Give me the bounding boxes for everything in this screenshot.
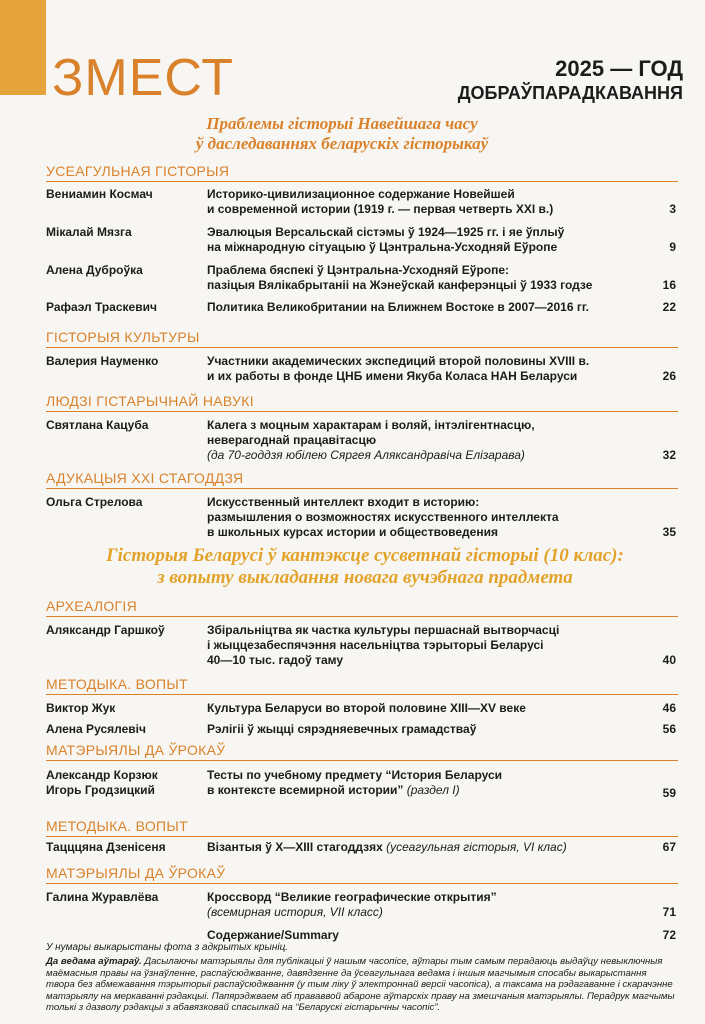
entry-title[interactable]: [207, 701, 627, 716]
author-name: Аляксандр Гаршкоў: [46, 623, 165, 637]
section-heading: АРХЕАЛОГІЯ: [46, 597, 678, 617]
section-heading: МАТЭРЫЯЛЫ ДА ЎРОКАЎ: [46, 741, 678, 761]
entry-title[interactable]: [207, 722, 627, 737]
title-line: Участники академических экспедиций второй половины XVIII в.: [207, 354, 590, 368]
entry-title[interactable]: [207, 187, 627, 217]
page-number: 9: [669, 240, 676, 254]
author-name: Вениамин Космач: [46, 187, 153, 201]
title-line: Политика Великобритании на Ближнем Востоке в 2007—2016 гг.: [207, 300, 589, 314]
title-line: невераго‍днай працавітасцю: [207, 433, 377, 447]
title-line: пазіцыя Вялікабрытаніі на Жэнеўскай канферэнцыі ў 1933 годзе: [207, 278, 593, 292]
title-line: Культура Беларуси во второй половине XIII—XV веке: [207, 701, 526, 715]
section-heading: МЕТОДЫКА. ВОПЫТ: [46, 675, 678, 695]
author-name: Виктор Жук: [46, 701, 116, 715]
page-number: 40: [662, 653, 676, 667]
title-line: на міжнародную сітуацыю ў Цэнтральна-Усходняй Еўропе: [207, 240, 558, 254]
entry-title[interactable]: [207, 300, 627, 315]
title-tail: (усеагульная гісторыя, VI клас): [382, 840, 567, 854]
rights-notice: [46, 956, 678, 1014]
part-1-heading: [112, 114, 572, 154]
rights-label: Да ведама аўтараў.: [46, 956, 142, 967]
title-line-text: в контексте всемирной истории”: [207, 783, 404, 797]
author-name: Александр Корзюк: [46, 768, 158, 782]
entry-author: [46, 225, 206, 240]
year-banner: [458, 56, 683, 104]
title-line: Праблема бяспекі ў Цэнтральна-Усходняй Еўропе:: [207, 263, 510, 277]
entry-title[interactable]: [207, 890, 627, 920]
title-line: Искусственный интеллект входит в историю:: [207, 495, 480, 509]
entry-author: [46, 768, 206, 798]
entry-author: [46, 840, 206, 855]
page-number: 67: [662, 840, 676, 854]
entry-author: [46, 263, 206, 278]
author-name: Ольга Стрелова: [46, 495, 143, 509]
part-2-heading: [70, 545, 660, 589]
page-number: 32: [662, 448, 676, 462]
title-subtitle: (да 70-годдзя юбілею Сяргея Аляксандравіча Елізарава): [207, 448, 525, 462]
orange-corner-block: [0, 0, 46, 95]
entry-author: [46, 300, 206, 315]
title-line: [207, 840, 637, 855]
page-number: 26: [662, 369, 676, 383]
section-heading: УСЕАГУЛЬНАЯ ГІСТОРЫЯ: [46, 162, 678, 182]
author-name: Игорь Гродзицкий: [46, 783, 155, 797]
entry-author: [46, 418, 206, 433]
page-number: 56: [662, 722, 676, 736]
entry-author: [46, 354, 206, 369]
page-number: 71: [662, 905, 676, 919]
page-title: ЗМЕСТ: [52, 49, 234, 107]
title-line: [207, 783, 627, 798]
entry-title[interactable]: [207, 495, 627, 540]
entry-author: [46, 495, 206, 510]
title-line: и их работы в фонде ЦНБ имени Якуба Коласа НАН Беларуси: [207, 369, 578, 383]
author-name: Алена Дуброўка: [46, 263, 143, 277]
entry-author: [46, 722, 206, 737]
entry-title[interactable]: [207, 840, 637, 855]
title-line: Кроссворд “Великие географические открытия”: [207, 890, 497, 904]
title-line: размышления о возможностях искусственного интеллекта: [207, 510, 559, 524]
page-number: 3: [669, 202, 676, 216]
page-number: 22: [662, 300, 676, 314]
entry-title[interactable]: [207, 928, 627, 943]
title-line: 40—10 тыс. гадоў таму: [207, 653, 344, 667]
page-number: 72: [662, 928, 676, 942]
part-1-heading-line: ў даследаваннях беларускіх гісторыкаў: [195, 134, 489, 153]
year-line-2: ДОБРАЎПАРАДКАВАННЯ: [457, 83, 683, 103]
title-line: Тесты по учебному предмету “История Беларуси: [207, 768, 503, 782]
photo-note: У нумары выкарыстаны фота з адкрытых крыніц.: [46, 942, 289, 953]
entry-author: [46, 623, 206, 638]
author-name: Тацццяна Дзенісеня: [46, 840, 166, 854]
entry-title[interactable]: [207, 354, 627, 384]
entry-title[interactable]: [207, 623, 627, 668]
title-line: в школьных курсах истории и обществоведения: [207, 525, 498, 539]
entry-title[interactable]: [207, 225, 627, 255]
title-line: Калега з моцным характарам і воляй, інтэлігентнасцю,: [207, 418, 535, 432]
page-number: 16: [662, 278, 676, 292]
part-2-heading-line: Гісторыя Беларусі ў кантэксце сусветнай гісторыі (10 клас):: [106, 545, 624, 566]
title-line-text: Візантыя ў X—XIII стагоддзях: [207, 840, 383, 854]
title-line: Рэлігіі ў жыцці сярэдняевечных грамадстваў: [207, 722, 477, 736]
entry-title[interactable]: [207, 768, 627, 798]
author-name: Святлана Кацуба: [46, 418, 149, 432]
entry-author: [46, 187, 206, 202]
section-heading: ГІСТОРЫЯ КУЛЬТУРЫ: [46, 328, 678, 348]
entry-author: [46, 890, 206, 905]
author-name: Мікалай Мязга: [46, 225, 132, 239]
page-number: 59: [662, 786, 676, 800]
page-number: 46: [662, 701, 676, 715]
title-line: и современной истории (1919 г. — первая четверть XXI в.): [207, 202, 554, 216]
section-heading: АДУКАЦЫЯ XXI СТАГОДДЗЯ: [46, 469, 678, 489]
section-heading: МАТЭРЫЯЛЫ ДА ЎРОКАЎ: [46, 864, 678, 884]
rights-text: Дасылаючы матэрыялы для публікацыі ў нашым часопісе, аўтары тым самым перадаюць выдаўцу невыключныя маёмасныя правы на ўзнаўленне, распаўсюджванне, давядзенне да ўсеагульнага ведама і іншыя магчымыя спосабы выкарыстання твора без абмежавання тэрыторыі распаўсюджвання (у тым ліку ў электроннай версіі часопіса), а таксама на рэдагаванне і скарачэнне матэрыялу на меркаванні рэдакцыі. Папярэджваем аб прававвой абароне аўтарскіх праву на змешчаныя матэрыялы. Перадрук магчымы толькі з дазволу рэдакцыі з абавязковай спасылкай на “Беларускі гістарычны часопіс”.: [46, 956, 675, 1013]
author-name: Рафаэл Траскевич: [46, 300, 157, 314]
section-heading: МЕТОДЫКА. ВОПЫТ: [46, 817, 678, 837]
author-name: Алена Русялевіч: [46, 722, 146, 736]
section-heading: ЛЮДЗІ ГІСТАРЫЧНАЙ НАВУКІ: [46, 392, 678, 412]
year-line-1: 2025 — ГОД: [555, 56, 683, 81]
part-1-heading-line: Праблемы гісторыі Навейшага часу: [206, 114, 478, 133]
title-line: Эвалюцыя Версальскай сістэмы ў 1924—1925 гг. і яе ўплыў: [207, 225, 565, 239]
title-line: Содержание/Summary: [207, 928, 339, 942]
title-tail: (раздел І): [403, 783, 460, 797]
entry-title[interactable]: [207, 418, 627, 463]
part-2-heading-line: з вопыту выкладання новага вучэбнага прадмета: [157, 567, 573, 588]
title-line: Историко-цивилизационное содержание Новейшей: [207, 187, 515, 201]
author-name: Галина Журавлёва: [46, 890, 159, 904]
title-line: і жыццезабеспячэння насельніцтва тэрыторыі Беларусі: [207, 638, 544, 652]
author-name: Валерия Науменко: [46, 354, 159, 368]
entry-title[interactable]: [207, 263, 627, 293]
page-number: 35: [662, 525, 676, 539]
entry-author: [46, 701, 206, 716]
title-subtitle: (всемирная история, VII класс): [207, 905, 383, 919]
title-line: Збіральніцтва як частка культуры першаснай вытворчасці: [207, 623, 560, 637]
